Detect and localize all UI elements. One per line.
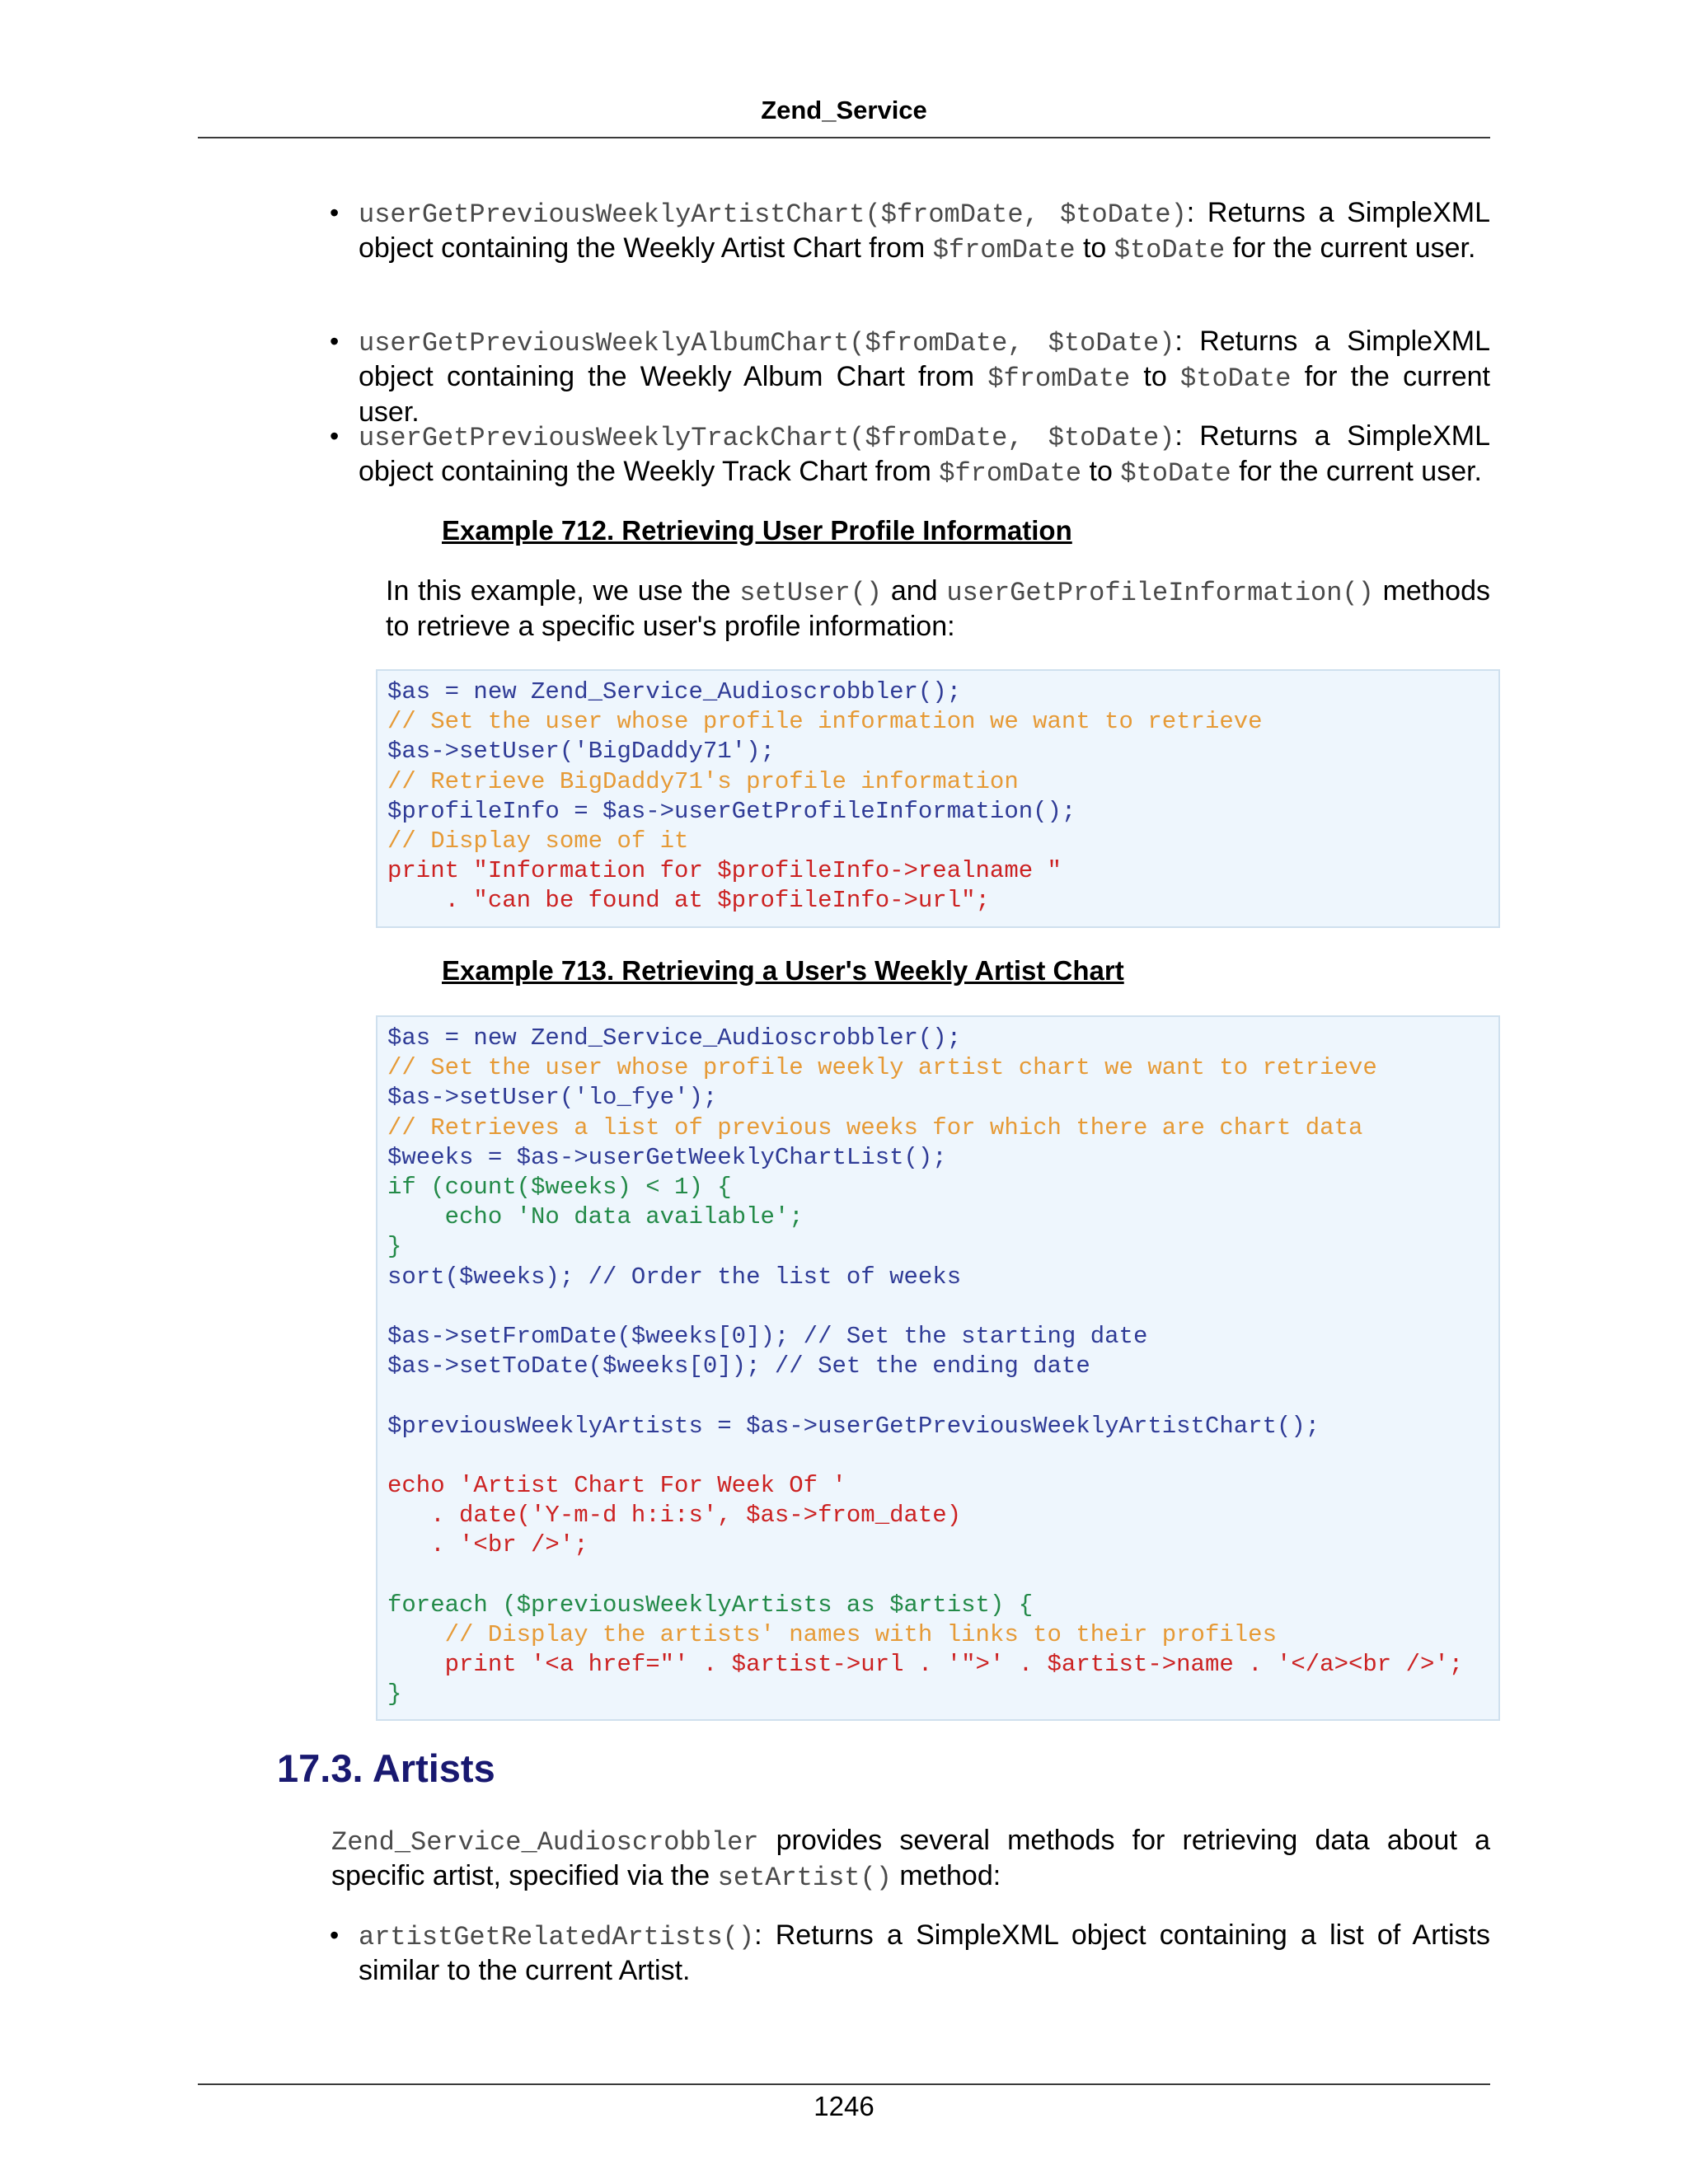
text-tail: for the current user. bbox=[359, 361, 1490, 428]
code-line: if (count($weeks) < 1) { bbox=[387, 1174, 732, 1202]
code-line: $profileInfo = $as->userGetProfileInformation(); bbox=[387, 797, 1076, 825]
page-header-title: Zend_Service bbox=[761, 96, 927, 124]
code-line: } bbox=[387, 1680, 402, 1708]
method-bullet-weekly-album bbox=[359, 325, 1490, 429]
method-bullet-weekly-track bbox=[359, 419, 1490, 490]
code-line: // Set the user whose profile weekly artist chart we want to retrieve bbox=[387, 1054, 1377, 1082]
code-line: sort($weeks); // Order the list of weeks bbox=[387, 1263, 962, 1291]
intro-text: methods to retrieve a specific user's profile information: bbox=[386, 575, 1490, 642]
class-name: Zend_Service_Audioscrobbler bbox=[331, 1827, 759, 1858]
code-line: $as = new Zend_Service_Audioscrobbler(); bbox=[387, 678, 962, 705]
bullet-icon: • bbox=[330, 198, 340, 227]
method-name: setUser() bbox=[739, 578, 883, 608]
code-line: foreach ($previousWeeklyArtists as $artist) { bbox=[387, 1591, 1034, 1619]
code-line: print '<a href="' . $artist->url . '">' . $artist->name . '</a><br />'; bbox=[387, 1651, 1464, 1679]
code-block-example-712 bbox=[376, 669, 1500, 928]
code-line: . '<br />'; bbox=[387, 1531, 588, 1559]
text-to: to bbox=[1075, 232, 1114, 264]
method-description: : Returns a SimpleXML object containing the Weekly Artist Chart from bbox=[359, 197, 1490, 264]
intro-text: method: bbox=[891, 1860, 1001, 1891]
code-line: // Retrieve BigDaddy71's profile information bbox=[387, 767, 1019, 795]
code-line: . "can be found at $profileInfo->url"; bbox=[387, 887, 990, 915]
header-rule bbox=[198, 137, 1490, 138]
method-description: : Returns a SimpleXML object containing a list of Artists similar to the current Artist. bbox=[359, 1919, 1490, 1986]
method-signature: userGetPreviousWeeklyArtistChart($fromDate, $toDate) bbox=[359, 199, 1187, 230]
method-signature: artistGetRelatedArtists() bbox=[359, 1922, 755, 1952]
code-line: $as->setFromDate($weeks[0]); // Set the starting date bbox=[387, 1323, 1148, 1351]
example-712-title: Example 712. Retrieving User Profile Information bbox=[442, 515, 1072, 546]
code-line: $as->setToDate($weeks[0]); // Set the ending date bbox=[387, 1352, 1090, 1380]
intro-text: provides several methods for retrieving data about a specific artist, specified via the bbox=[331, 1825, 1490, 1891]
code-line: $as->setUser('lo_fye'); bbox=[387, 1084, 718, 1112]
code-line: . date('Y-m-d h:i:s', $as->from_date) bbox=[387, 1502, 962, 1530]
bullet-icon: • bbox=[330, 326, 340, 356]
code-line: } bbox=[387, 1233, 402, 1261]
code-block-example-713 bbox=[376, 1015, 1500, 1721]
code-line: $as = new Zend_Service_Audioscrobbler(); bbox=[387, 1024, 962, 1052]
text-to: to bbox=[1081, 456, 1121, 487]
intro-text: In this example, we use the bbox=[386, 575, 740, 607]
section-heading-artists: 17.3. Artists bbox=[277, 1746, 495, 1790]
code-line: $previousWeeklyArtists = $as->userGetPreviousWeeklyArtistChart(); bbox=[387, 1412, 1320, 1440]
code-line: // Set the user whose profile information we want to retrieve bbox=[387, 708, 1263, 736]
code-line: // Display some of it bbox=[387, 827, 689, 855]
intro-text: and bbox=[882, 575, 947, 607]
code-line: $weeks = $as->userGetWeeklyChartList(); bbox=[387, 1143, 947, 1171]
bullet-icon: • bbox=[330, 1920, 340, 1950]
code-line: echo 'No data available'; bbox=[387, 1203, 804, 1231]
code-listing bbox=[387, 1024, 1463, 1710]
param-from: $fromDate bbox=[932, 235, 1076, 265]
bullet-icon: • bbox=[330, 421, 340, 451]
method-description: : Returns a SimpleXML object containing the Weekly Track Chart from bbox=[359, 420, 1490, 487]
method-name: setArtist() bbox=[717, 1863, 892, 1893]
code-line: // Display the artists' names with links to their profiles bbox=[387, 1621, 1277, 1649]
text-to: to bbox=[1130, 361, 1181, 392]
method-signature: userGetPreviousWeeklyAlbumChart($fromDate, $toDate) bbox=[359, 328, 1175, 359]
method-signature: userGetPreviousWeeklyTrackChart($fromDate, $toDate) bbox=[359, 423, 1175, 453]
param-from: $fromDate bbox=[939, 458, 1082, 489]
page-number: 1246 bbox=[814, 2091, 874, 2121]
code-line: print "Information for $profileInfo->realname " bbox=[387, 857, 1062, 885]
method-bullet-weekly-artist bbox=[359, 196, 1490, 267]
code-listing bbox=[387, 677, 1263, 916]
param-from: $fromDate bbox=[987, 363, 1131, 394]
method-bullet-related-artists bbox=[359, 1919, 1490, 1987]
code-line: // Retrieves a list of previous weeks for which there are chart data bbox=[387, 1113, 1363, 1141]
text-tail: for the current user. bbox=[1225, 232, 1476, 264]
text-tail: for the current user. bbox=[1231, 456, 1483, 487]
code-line: $as->setUser('BigDaddy71'); bbox=[387, 738, 775, 766]
method-description: : Returns a SimpleXML object containing the Weekly Album Chart from bbox=[359, 326, 1490, 392]
footer-rule bbox=[198, 2083, 1490, 2085]
example-712-intro bbox=[386, 574, 1490, 643]
param-to: $toDate bbox=[1114, 235, 1226, 265]
code-line: echo 'Artist Chart For Week Of ' bbox=[387, 1472, 846, 1500]
example-713-title: Example 713. Retrieving a User's Weekly Artist Chart bbox=[442, 955, 1124, 986]
section-intro bbox=[331, 1824, 1490, 1895]
param-to: $toDate bbox=[1180, 363, 1292, 394]
param-to: $toDate bbox=[1120, 458, 1231, 489]
method-name: userGetProfileInformation() bbox=[946, 578, 1374, 608]
